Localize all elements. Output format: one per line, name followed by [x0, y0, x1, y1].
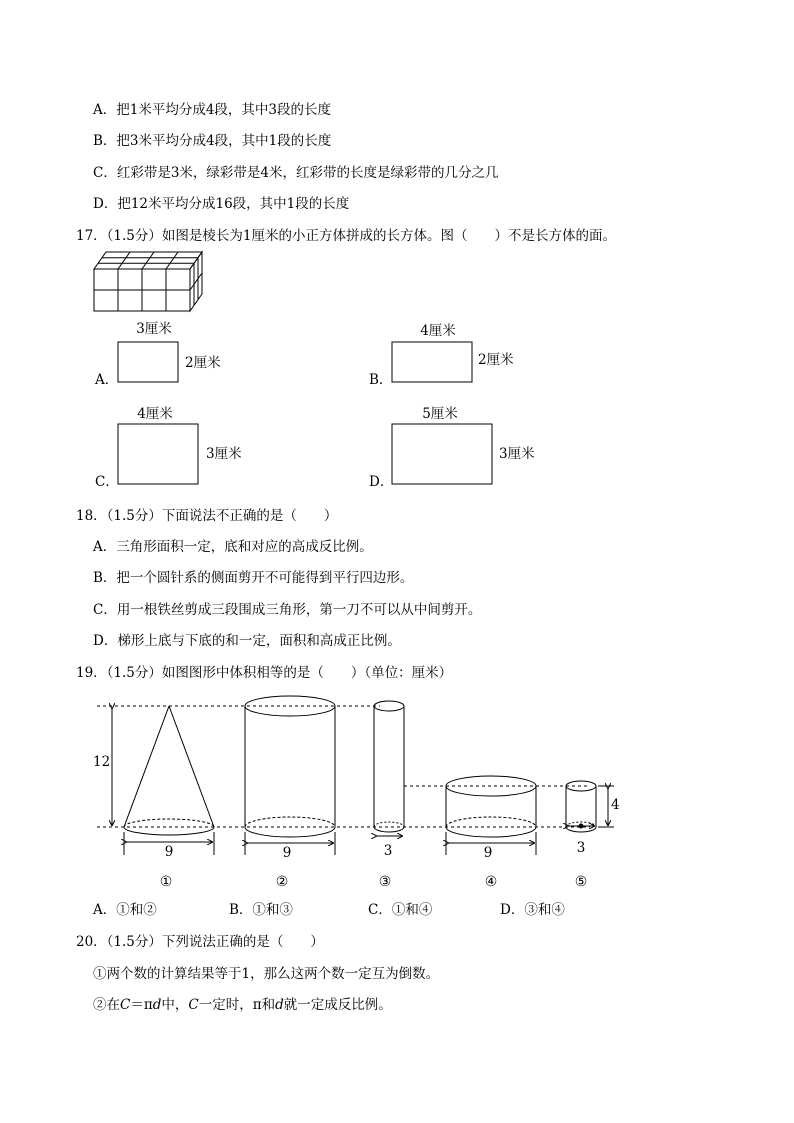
- q19-option-a: A．①和②: [93, 902, 157, 918]
- q20-stem: 20．（1.5分）下列说法正确的是（ ）: [76, 934, 324, 950]
- q17-option-c-letter: C．: [95, 474, 119, 490]
- q20-item2-C: C: [120, 997, 131, 1013]
- q16-option-c: C．红彩带是3米，绿彩带是4米，红彩带的长度是绿彩带的几分之几: [93, 165, 499, 181]
- shape-3-cylinder: [374, 701, 404, 836]
- q20-item2-part-a: ②在: [93, 997, 120, 1013]
- shape-5-cylinder: [566, 781, 614, 832]
- q17-a-side-label: 2厘米: [185, 355, 221, 371]
- q20-item2-part-e: 就一定成反比例。: [283, 997, 392, 1013]
- shape-number-5: ⑤: [574, 874, 588, 890]
- q19-option-c: C．①和④: [368, 902, 433, 918]
- q17-option-a-letter: A．: [95, 372, 119, 388]
- q18-option-c: C．用一根铁丝剪成三段围成三角形，第一刀不可以从中间剪开。: [93, 602, 482, 618]
- shape-4-cylinder: [446, 776, 536, 855]
- q17-b-top-label: 4厘米: [420, 323, 456, 339]
- q19-option-d: D．③和④: [500, 902, 565, 918]
- diameter-label-3: 3: [383, 843, 393, 859]
- q17-d-side-label: 3厘米: [499, 446, 535, 462]
- q19-stem: 19．（1.5分）如图图形中体积相等的是（ ）（单位：厘米）: [76, 665, 453, 681]
- q19-option-b: B．①和③: [229, 902, 293, 918]
- shape-number-3: ③: [378, 874, 392, 890]
- q18-option-d: D．梯形上底与下底的和一定，面积和高成正比例。: [93, 633, 401, 649]
- q20-item2-d-2: d: [275, 997, 284, 1013]
- q18-stem: 18．（1.5分）下面说法不正确的是（ ）: [76, 508, 338, 524]
- q16-option-b: B．把3米平均分成4段，其中1段的长度: [93, 133, 332, 149]
- q17-option-d-letter: D．: [369, 474, 394, 490]
- q16-option-a: A．把1米平均分成4段，其中3段的长度: [93, 102, 332, 118]
- q17-b-side-label: 2厘米: [478, 352, 514, 368]
- q17-stem: 17．（1.5分）如图是棱长为1厘米的小正方体拼成的长方体。图（ ）不是长方体的面。: [76, 228, 616, 244]
- diameter-label-2: 9: [282, 845, 292, 861]
- q17-c-top-label: 4厘米: [137, 406, 173, 422]
- q17-d-top-label: 5厘米: [422, 406, 458, 422]
- q20-item2-C-2: C: [188, 997, 199, 1013]
- diameter-label-5: 3: [576, 840, 586, 856]
- q20-item2-part-b: 中，: [161, 997, 189, 1013]
- q18-option-b: B．把一个圆针系的侧面剪开不可能得到平行四边形。: [93, 570, 414, 586]
- height-4-label: 4: [611, 797, 620, 813]
- q20-item2-eq: ＝π: [130, 997, 153, 1013]
- q18-option-a: A．三角形面积一定，底和对应的高成反比例。: [93, 539, 373, 555]
- shape-1-cone: [124, 706, 214, 855]
- q17-c-side-label: 3厘米: [206, 446, 242, 462]
- shape-number-2: ②: [275, 874, 289, 890]
- shape-2-cylinder: [245, 696, 335, 855]
- shape-number-1: ①: [159, 874, 173, 890]
- q20-item-2: [93, 996, 392, 1014]
- q20-item2-d: d: [152, 997, 162, 1013]
- q20-item2-part-c: 一定时，π和: [198, 997, 276, 1013]
- height-12-label: 12: [93, 754, 111, 770]
- diameter-label-4: 9: [483, 845, 493, 861]
- q17-option-b-letter: B．: [369, 372, 393, 388]
- q20-item-1: ①两个数的计算结果等于1，那么这两个数一定互为倒数。: [93, 966, 440, 982]
- q17-a-top-label: 3厘米: [136, 321, 172, 337]
- diameter-label-1: 9: [164, 844, 174, 860]
- shape-number-4: ④: [484, 874, 498, 890]
- q16-option-d: D．把12米平均分成16段，其中1段的长度: [93, 196, 350, 212]
